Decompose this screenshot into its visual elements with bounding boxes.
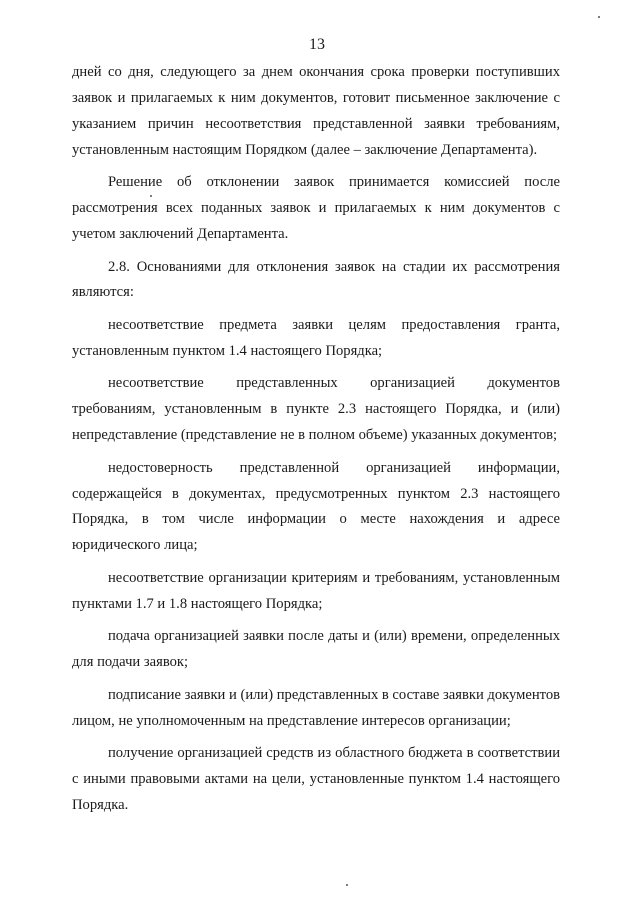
paragraph-section-2-8: 2.8. Основаниями для отклонения заявок на стадии их рассмотрения являются: — [72, 258, 560, 301]
paragraph-continuation: дней со дня, следующего за днем окончания срока проверки поступивших заявок и прилагаемых к ним документов, готовит письменное заключение с указанием причин несоответствия представленной заявки требованиям, установленным настоящим Порядком (далее – заключение Департамента). — [72, 64, 560, 158]
list-item-ground: несоответствие представленных организацией документов требованиям, установленным в пункте 2.3 настоящего Порядка, и (или) непредставление (представление не в полном объеме) указанных документов; — [72, 375, 560, 444]
scan-speck — [150, 195, 152, 197]
list-item-ground: несоответствие предмета заявки целям предоставления гранта, установленным пунктом 1.4 настоящего Порядка; — [72, 316, 560, 359]
list-item-ground: недостоверность представленной организацией информации, содержащейся в документах, предусмотренных пунктом 2.3 настоящего Порядка, в том числе информации о месте нахождения и адресе юридического лица; — [72, 459, 560, 554]
list-item-ground: подача организацией заявки после даты и (или) времени, определенных для подачи заявок; — [72, 628, 560, 671]
document-body — [72, 60, 560, 825]
scan-speck — [346, 884, 348, 886]
scan-speck — [598, 16, 600, 18]
list-item-ground: получение организацией средств из областного бюджета в соответствии с иными правовыми актами на цели, установленные пунктом 1.4 настоящего Порядка. — [72, 745, 560, 813]
paragraph-rejection-decision: Решение об отклонении заявок принимается комиссией после рассмотрения всех поданных заявок и прилагаемых к ним документов с учетом заключений Департамента. — [72, 174, 560, 243]
list-item-ground: подписание заявки и (или) представленных в составе заявки документов лицом, не уполномоченным на представление интересов организации; — [72, 686, 561, 729]
page-number: 13 — [309, 36, 325, 53]
list-item-ground: несоответствие организации критериям и требованиям, установленным пунктами 1.7 и 1.8 настоящего Порядка; — [72, 569, 560, 612]
